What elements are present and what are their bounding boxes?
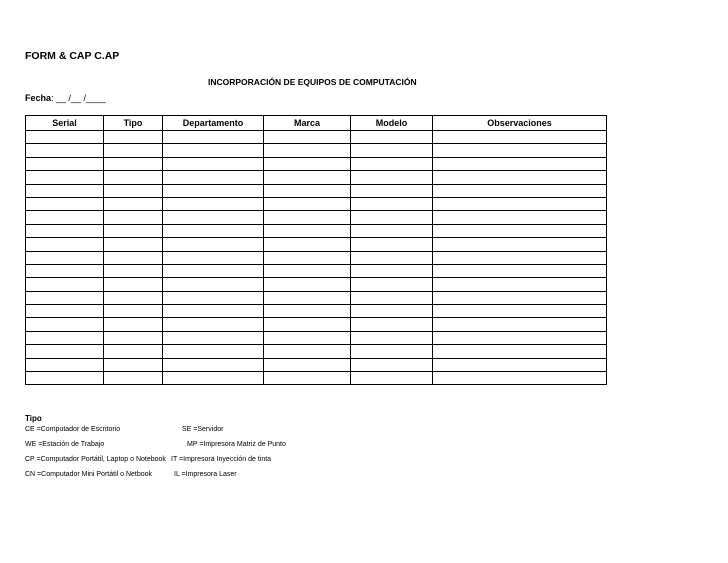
table-cell-tipo[interactable] bbox=[104, 224, 163, 237]
table-cell-serial[interactable] bbox=[26, 211, 104, 224]
table-cell-marca[interactable] bbox=[264, 238, 351, 251]
table-cell-departamento[interactable] bbox=[163, 171, 264, 184]
table-row bbox=[26, 131, 607, 144]
table-cell-marca[interactable] bbox=[264, 251, 351, 264]
table-cell-marca[interactable] bbox=[264, 278, 351, 291]
legend-entry-se: SE =Servidor bbox=[182, 426, 224, 433]
table-cell-serial[interactable] bbox=[26, 171, 104, 184]
table-cell-marca[interactable] bbox=[264, 131, 351, 144]
table-cell-tipo[interactable] bbox=[104, 372, 163, 385]
table-cell-serial[interactable] bbox=[26, 305, 104, 318]
table-cell-modelo[interactable] bbox=[351, 144, 433, 157]
table-cell-tipo[interactable] bbox=[104, 291, 163, 304]
table-cell-serial[interactable] bbox=[26, 331, 104, 344]
table-cell-tipo[interactable] bbox=[104, 331, 163, 344]
table-cell-tipo[interactable] bbox=[104, 184, 163, 197]
table-cell-marca[interactable] bbox=[264, 331, 351, 344]
table-cell-observaciones[interactable] bbox=[433, 305, 607, 318]
table-cell-modelo[interactable] bbox=[351, 171, 433, 184]
legend-entry-we: WE =Estación de Trabajo bbox=[25, 441, 105, 448]
table-row bbox=[26, 278, 607, 291]
legend-entry-it: IT =Impresora Inyección de tinta bbox=[171, 456, 272, 463]
column-header-tipo: Tipo bbox=[104, 116, 163, 131]
table-row bbox=[26, 197, 607, 210]
date-label: Fecha bbox=[25, 93, 52, 103]
table-cell-tipo[interactable] bbox=[104, 318, 163, 331]
table-cell-observaciones[interactable] bbox=[433, 157, 607, 170]
table-cell-tipo[interactable] bbox=[104, 251, 163, 264]
table-cell-marca[interactable] bbox=[264, 264, 351, 277]
table-cell-marca[interactable] bbox=[264, 144, 351, 157]
table-row bbox=[26, 318, 607, 331]
table-row bbox=[26, 372, 607, 385]
legend-entry-il: IL =Impresora Laser bbox=[174, 471, 237, 478]
table-cell-serial[interactable] bbox=[26, 238, 104, 251]
table-row bbox=[26, 264, 607, 277]
table-cell-observaciones[interactable] bbox=[433, 291, 607, 304]
table-cell-marca[interactable] bbox=[264, 345, 351, 358]
table-cell-observaciones[interactable] bbox=[433, 251, 607, 264]
table-cell-observaciones[interactable] bbox=[433, 238, 607, 251]
table-cell-modelo[interactable] bbox=[351, 157, 433, 170]
column-header-modelo: Modelo bbox=[351, 116, 433, 131]
table-cell-tipo[interactable] bbox=[104, 171, 163, 184]
table-cell-marca[interactable] bbox=[264, 318, 351, 331]
table-body bbox=[26, 131, 607, 385]
table-cell-departamento[interactable] bbox=[163, 157, 264, 170]
table-cell-modelo[interactable] bbox=[351, 278, 433, 291]
column-header-observaciones: Observaciones bbox=[433, 116, 607, 131]
table-cell-tipo[interactable] bbox=[104, 197, 163, 210]
table-cell-modelo[interactable] bbox=[351, 238, 433, 251]
table-cell-departamento[interactable] bbox=[163, 305, 264, 318]
table-cell-departamento[interactable] bbox=[163, 264, 264, 277]
table-cell-serial[interactable] bbox=[26, 278, 104, 291]
table-cell-modelo[interactable] bbox=[351, 358, 433, 371]
legend-row bbox=[25, 456, 272, 471]
table-cell-modelo[interactable] bbox=[351, 372, 433, 385]
table-cell-observaciones[interactable] bbox=[433, 372, 607, 385]
table-cell-serial[interactable] bbox=[26, 251, 104, 264]
table-cell-tipo[interactable] bbox=[104, 278, 163, 291]
table-cell-serial[interactable] bbox=[26, 318, 104, 331]
table-row bbox=[26, 171, 607, 184]
legend-row bbox=[25, 426, 224, 441]
table-cell-serial[interactable] bbox=[26, 372, 104, 385]
table-cell-observaciones[interactable] bbox=[433, 318, 607, 331]
table-row bbox=[26, 358, 607, 371]
legend-row bbox=[25, 441, 286, 456]
table-cell-departamento[interactable] bbox=[163, 211, 264, 224]
table-cell-marca[interactable] bbox=[264, 157, 351, 170]
table-cell-marca[interactable] bbox=[264, 291, 351, 304]
table-cell-modelo[interactable] bbox=[351, 345, 433, 358]
table-cell-tipo[interactable] bbox=[104, 157, 163, 170]
table-row bbox=[26, 331, 607, 344]
table-row bbox=[26, 238, 607, 251]
table-cell-marca[interactable] bbox=[264, 197, 351, 210]
table-row bbox=[26, 251, 607, 264]
table-cell-tipo[interactable] bbox=[104, 238, 163, 251]
table-cell-tipo[interactable] bbox=[104, 345, 163, 358]
table-cell-marca[interactable] bbox=[264, 224, 351, 237]
legend-entry-mp: MP =Impresora Matriz de Punto bbox=[187, 441, 286, 448]
table-row bbox=[26, 211, 607, 224]
table-row bbox=[26, 345, 607, 358]
date-line bbox=[25, 93, 106, 103]
table-cell-modelo[interactable] bbox=[351, 264, 433, 277]
table-row bbox=[26, 305, 607, 318]
table-cell-serial[interactable] bbox=[26, 157, 104, 170]
table-cell-modelo[interactable] bbox=[351, 305, 433, 318]
date-value: : __ /__ /____ bbox=[51, 93, 107, 103]
table-cell-observaciones[interactable] bbox=[433, 331, 607, 344]
table-cell-modelo[interactable] bbox=[351, 184, 433, 197]
table-cell-departamento[interactable] bbox=[163, 345, 264, 358]
legend-entry-ce: CE =Computador de Escritorio bbox=[25, 426, 121, 433]
header-row bbox=[26, 116, 607, 131]
table-cell-observaciones[interactable] bbox=[433, 224, 607, 237]
table-cell-serial[interactable] bbox=[26, 358, 104, 371]
table-cell-tipo[interactable] bbox=[104, 305, 163, 318]
table-row bbox=[26, 157, 607, 170]
table-cell-departamento[interactable] bbox=[163, 197, 264, 210]
table-row bbox=[26, 144, 607, 157]
table-cell-departamento[interactable] bbox=[163, 224, 264, 237]
document-title: INCORPORACIÓN DE EQUIPOS DE COMPUTACIÓN bbox=[208, 77, 417, 87]
table-cell-serial[interactable] bbox=[26, 131, 104, 144]
column-header-marca: Marca bbox=[264, 116, 351, 131]
legend-entry-cp: CP =Computador Portátil, Laptop o Notebook bbox=[25, 456, 166, 463]
table-cell-marca[interactable] bbox=[264, 372, 351, 385]
legend-row bbox=[25, 471, 237, 486]
table-cell-observaciones[interactable] bbox=[433, 264, 607, 277]
table-cell-observaciones[interactable] bbox=[433, 211, 607, 224]
table-cell-departamento[interactable] bbox=[163, 144, 264, 157]
legend-title: Tipo bbox=[25, 414, 42, 423]
table-cell-tipo[interactable] bbox=[104, 264, 163, 277]
column-header-serial: Serial bbox=[26, 116, 104, 131]
form-code: FORM & CAP C.AP bbox=[25, 50, 120, 62]
table-row bbox=[26, 184, 607, 197]
table-cell-observaciones[interactable] bbox=[433, 171, 607, 184]
table-cell-modelo[interactable] bbox=[351, 291, 433, 304]
table-cell-departamento[interactable] bbox=[163, 318, 264, 331]
table-cell-modelo[interactable] bbox=[351, 131, 433, 144]
type-legend bbox=[25, 414, 286, 486]
table-cell-modelo[interactable] bbox=[351, 224, 433, 237]
table-cell-observaciones[interactable] bbox=[433, 144, 607, 157]
table-cell-serial[interactable] bbox=[26, 144, 104, 157]
table-cell-departamento[interactable] bbox=[163, 358, 264, 371]
table-cell-marca[interactable] bbox=[264, 171, 351, 184]
table-cell-departamento[interactable] bbox=[163, 372, 264, 385]
table-cell-serial[interactable] bbox=[26, 184, 104, 197]
table-cell-departamento[interactable] bbox=[163, 238, 264, 251]
table-cell-departamento[interactable] bbox=[163, 184, 264, 197]
table-cell-departamento[interactable] bbox=[163, 291, 264, 304]
table-cell-modelo[interactable] bbox=[351, 331, 433, 344]
table-cell-departamento[interactable] bbox=[163, 131, 264, 144]
table-cell-tipo[interactable] bbox=[104, 131, 163, 144]
table-cell-serial[interactable] bbox=[26, 345, 104, 358]
equipment-table bbox=[25, 115, 607, 385]
table-cell-observaciones[interactable] bbox=[433, 184, 607, 197]
table-cell-modelo[interactable] bbox=[351, 318, 433, 331]
table-cell-serial[interactable] bbox=[26, 291, 104, 304]
table-cell-tipo[interactable] bbox=[104, 358, 163, 371]
table-cell-observaciones[interactable] bbox=[433, 197, 607, 210]
table-cell-serial[interactable] bbox=[26, 197, 104, 210]
table-cell-serial[interactable] bbox=[26, 224, 104, 237]
table-cell-observaciones[interactable] bbox=[433, 131, 607, 144]
legend-entry-cn: CN =Computador Mini Portátil o Netbook bbox=[25, 471, 153, 478]
table-cell-observaciones[interactable] bbox=[433, 278, 607, 291]
table-cell-tipo[interactable] bbox=[104, 211, 163, 224]
table-cell-departamento[interactable] bbox=[163, 331, 264, 344]
table-cell-observaciones[interactable] bbox=[433, 345, 607, 358]
table-cell-modelo[interactable] bbox=[351, 211, 433, 224]
table-cell-marca[interactable] bbox=[264, 184, 351, 197]
table-cell-departamento[interactable] bbox=[163, 251, 264, 264]
table-cell-departamento[interactable] bbox=[163, 278, 264, 291]
table-cell-marca[interactable] bbox=[264, 305, 351, 318]
table-cell-modelo[interactable] bbox=[351, 251, 433, 264]
table-cell-modelo[interactable] bbox=[351, 197, 433, 210]
table-cell-observaciones[interactable] bbox=[433, 358, 607, 371]
table-row bbox=[26, 224, 607, 237]
table-cell-marca[interactable] bbox=[264, 358, 351, 371]
column-header-departamento: Departamento bbox=[163, 116, 264, 131]
table-cell-serial[interactable] bbox=[26, 264, 104, 277]
table-row bbox=[26, 291, 607, 304]
table-cell-marca[interactable] bbox=[264, 211, 351, 224]
table-cell-tipo[interactable] bbox=[104, 144, 163, 157]
